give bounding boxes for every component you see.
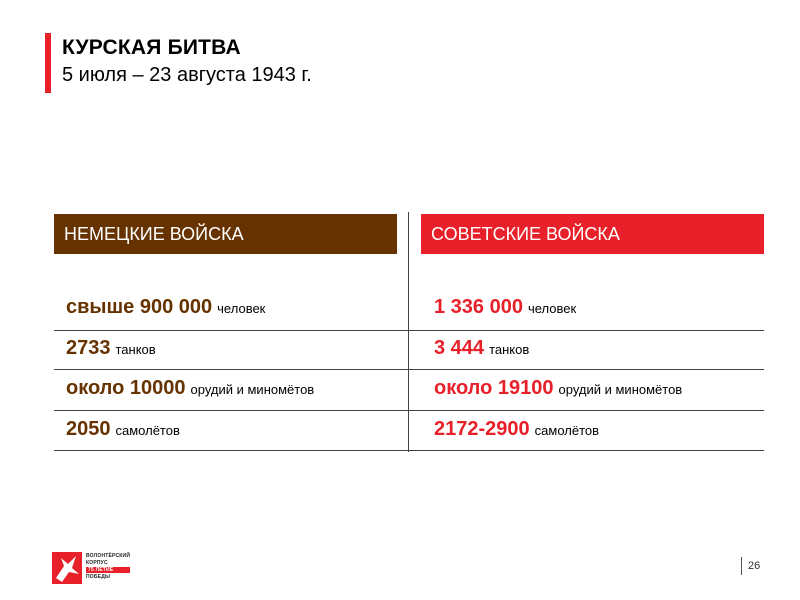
logo-line: 75 ЛЕТИЕ <box>86 567 130 573</box>
german-row-personnel <box>66 296 265 319</box>
column-divider <box>408 212 409 452</box>
soviet-aircraft-value: 2172-2900 <box>434 418 530 440</box>
soviet-tanks-unit: танков <box>489 342 530 357</box>
soviet-personnel-unit: человек <box>527 301 577 316</box>
german-tanks-value: 2733 <box>66 337 111 359</box>
page-number-separator <box>741 557 742 575</box>
soviet-row-artillery <box>434 377 682 400</box>
soviet-forces-header <box>421 214 764 254</box>
row-divider <box>54 450 764 451</box>
german-row-aircraft <box>66 418 180 441</box>
volunteer-corps-logo <box>52 552 142 586</box>
page-number: 26 <box>748 560 761 572</box>
german-artillery-value: около 10000 <box>66 377 186 399</box>
logo-text <box>86 553 130 580</box>
german-aircraft-unit: самолётов <box>115 423 180 438</box>
soviet-row-aircraft <box>434 418 599 441</box>
soviet-artillery-value: около 19100 <box>434 377 554 399</box>
soviet-row-personnel <box>434 296 576 319</box>
logo-star-icon <box>52 552 82 584</box>
slide-subtitle: 5 июля – 23 августа 1943 г. <box>62 64 312 86</box>
slide-title: КУРСКАЯ БИТВА <box>62 36 241 59</box>
german-tanks-unit: танков <box>115 342 156 357</box>
german-aircraft-value: 2050 <box>66 418 111 440</box>
soviet-tanks-value: 3 444 <box>434 337 485 359</box>
soviet-artillery-unit: орудий и миномётов <box>558 382 683 397</box>
soviet-aircraft-unit: самолётов <box>534 423 600 438</box>
logo-line: ПОБЕДЫ <box>86 574 111 580</box>
logo-line: ВОЛОНТЁРСКИЙ <box>86 553 131 559</box>
german-forces-header <box>54 214 397 254</box>
row-divider <box>54 369 764 370</box>
row-divider <box>54 410 764 411</box>
german-row-tanks <box>66 337 156 360</box>
german-artillery-unit: орудий и миномётов <box>190 382 315 397</box>
german-personnel-value: свыше 900 000 <box>66 296 213 318</box>
soviet-row-tanks <box>434 337 529 360</box>
row-divider <box>54 330 764 331</box>
german-row-artillery <box>66 377 314 400</box>
german-personnel-unit: человек <box>217 301 266 316</box>
german-header-label: НЕМЕЦКИЕ ВОЙСКА <box>64 223 244 244</box>
logo-line: КОРПУС <box>86 560 108 566</box>
title-accent-bar <box>45 33 51 93</box>
soviet-header-label: СОВЕТСКИЕ ВОЙСКА <box>431 223 620 244</box>
soviet-personnel-value: 1 336 000 <box>434 296 523 318</box>
